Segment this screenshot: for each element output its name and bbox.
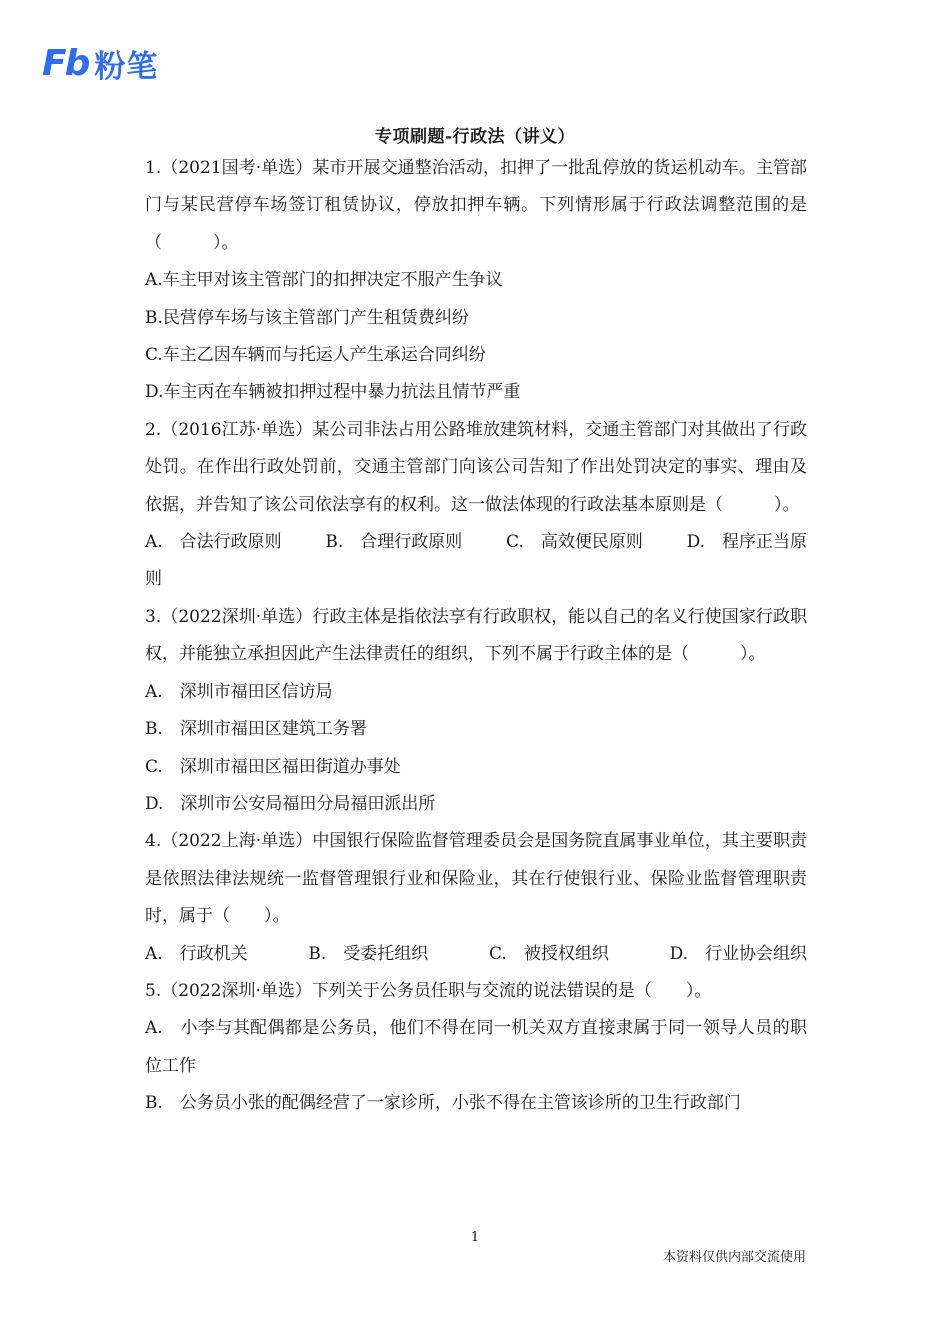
logo-mark: Fb: [42, 42, 89, 84]
question-1-stem: 1.（2021国考·单选）某市开展交通整治活动，扣押了一批乱停放的货运机动车。主管部门与某民营停车场签订租赁协议，停放扣押车辆。下列情形属于行政法调整范围的是（ ）。: [145, 158, 807, 253]
question-1-option-d: D.车主丙在车辆被扣押过程中暴力抗法且情节严重: [145, 382, 521, 403]
question-2-stem: 2.（2016江苏·单选）某公司非法占用公路堆放建筑材料，交通主管部门对其做出了行政处罚。在作出行政处罚前，交通主管部门向该公司告知了作出处罚决定的事实、理由及依据，并告知了该公司依法享有的权利。这一做法体现的行政法基本原则是（ ）。: [145, 419, 807, 515]
question-2-options: [145, 524, 807, 561]
question-3-option-d: D. 深圳市公安局福田分局福田派出所: [145, 793, 436, 814]
question-4-options: [145, 936, 807, 973]
question-2-option-d-tail: 则: [145, 569, 162, 590]
question-1-option-b: B.民营停车场与该主管部门产生租赁费纠纷: [145, 307, 469, 328]
question-5-stem: 5.（2022深圳·单选）下列关于公务员任职与交流的说法错误的是（ ）。: [145, 980, 712, 1001]
question-4-option-d: D. 行业协会组织: [669, 943, 807, 964]
question-4-option-b: B. 受委托组织: [308, 943, 429, 964]
question-3-option-c: C. 深圳市福田区福田街道办事处: [145, 756, 401, 777]
footer-note: 本资料仅供内部交流使用: [662, 1250, 806, 1265]
question-2-option-c: C. 高效便民原则: [506, 532, 643, 553]
question-3-option-b: B. 深圳市福田区建筑工务署: [145, 719, 367, 740]
question-1-option-a: A.车主甲对该主管部门的扣押决定不服产生争议: [145, 270, 503, 291]
document-title: 专项刷题-行政法（讲义）: [374, 127, 576, 147]
question-2-option-a: A. 合法行政原则: [145, 532, 282, 553]
question-3-stem: 3.（2022深圳·单选）行政主体是指依法享有行政职权，能以自己的名义行使国家行政职权，并能独立承担因此产生法律责任的组织，下列不属于行政主体的是（ ）。: [145, 606, 807, 665]
question-5-option-a: A. 小李与其配偶都是公务员，他们不得在同一机关双方直接隶属于同一领导人员的职位工作: [145, 1018, 807, 1076]
question-2-option-b: B. 合理行政原则: [325, 532, 463, 553]
question-4-option-a: A. 行政机关: [145, 943, 248, 964]
question-5-option-b: B. 公务员小张的配偶经营了一家诊所，小张不得在主管该诊所的卫生行政部门: [145, 1093, 741, 1114]
question-1-option-c: C.车主乙因车辆而与托运人产生承运合同纠纷: [145, 345, 486, 366]
question-4-stem: 4.（2022上海·单选）中国银行保险监督管理委员会是国务院直属事业单位，其主要职责是依照法律法规统一监督管理银行业和保险业，其在行使银行业、保险业监督管理职责时，属于（ ）。: [145, 831, 807, 927]
logo-name: 粉笔: [94, 48, 159, 85]
question-2-option-d: D. 程序正当原: [686, 532, 807, 553]
page-number: 1: [470, 1230, 480, 1245]
fenbi-logo: [42, 42, 158, 84]
question-3-option-a: A. 深圳市福田区信访局: [145, 681, 333, 702]
question-4-option-c: C. 被授权组织: [489, 943, 609, 964]
question-list: [145, 150, 807, 1123]
